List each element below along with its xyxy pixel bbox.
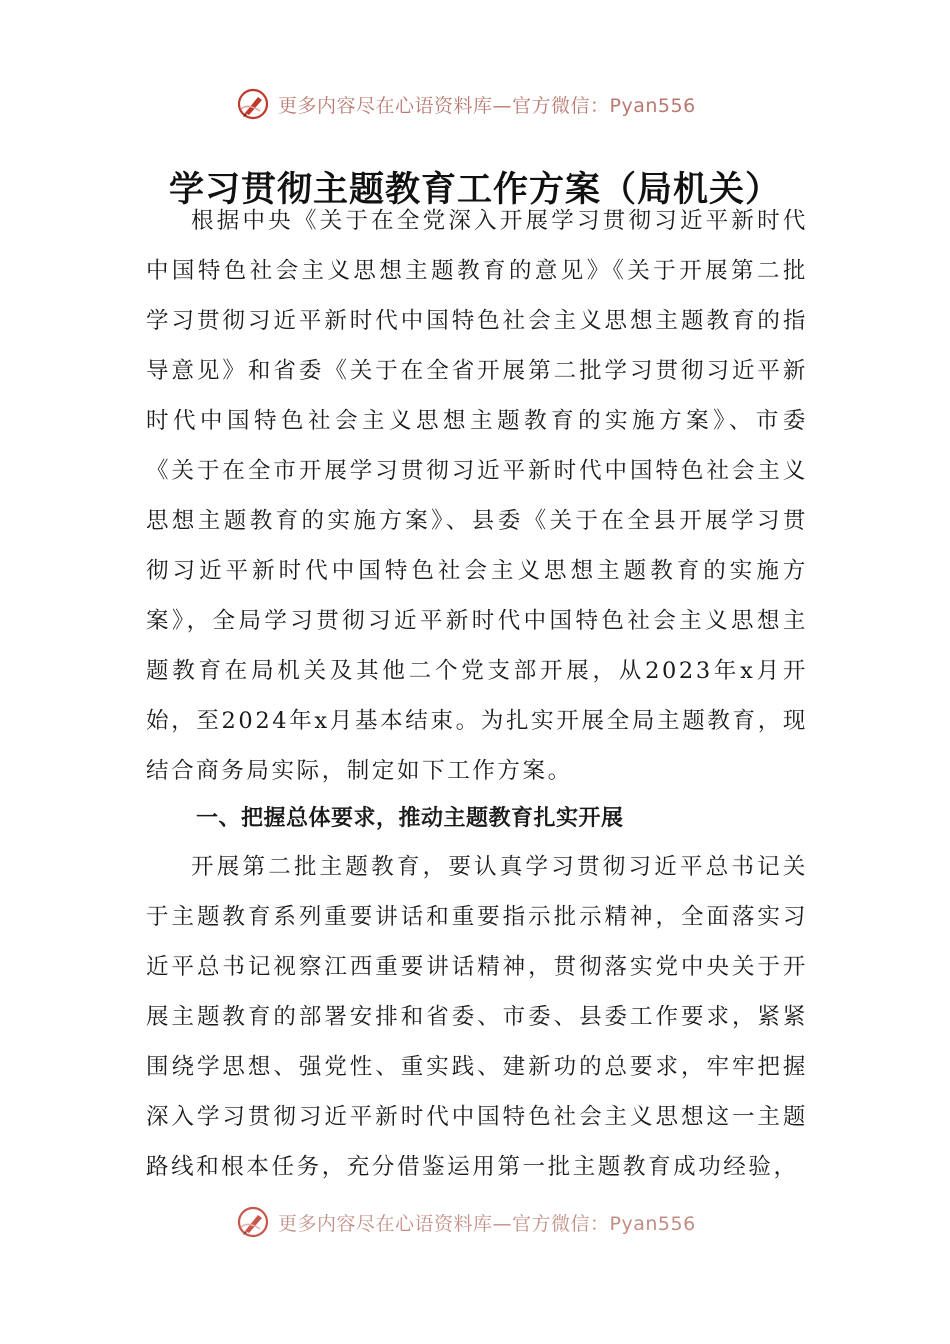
paragraph-intro: 根据中央《关于在全党深入开展学习贯彻习近平新时代中国特色社会主义思想主题教育的意见》《关于开展第二批学习贯彻习近平新时代中国特色社会主义思想主题教育的指导意见》和省委《关于在全省开展第二批学习贯彻习近平新时代中国特色社会主义思想主题教育的实施方案》、市委《关于在全市开展学习贯彻习近平新时代中国特色社会主义思想主题教育的实施方案》、县委《关于在全县开展学习贯彻习近平新时代中国特色社会主义思想主题教育的实施方案》，全局学习贯彻习近平新时代中国特色社会主义思想主题教育在局机关及其他二个党支部开展，从2023年x月开始，至2024年x月基本结束。为扎实开展全局主题教育，现结合商务局实际，制定如下工作方案。: [146, 208, 808, 784]
watermark-footer: [236, 1204, 696, 1240]
pen-circle-logo-icon: [236, 87, 270, 121]
paragraph-section-1: 开展第二批主题教育，要认真学习贯彻习近平总书记关于主题教育系列重要讲话和重要指示批示精神，全面落实习近平总书记视察江西重要讲话精神，贯彻落实党中央关于开展主题教育的部署安排和省委、市委、县委工作要求，紧紧围绕学思想、强党性、重实践、建新功的总要求，牢牢把握深入学习贯彻习近平新时代中国特色社会主义思想这一主题路线和根本任务，充分借鉴运用第一批主题教育成功经验，: [146, 854, 808, 1180]
watermark-text: 更多内容尽在心语资料库—官方微信：Pyan556: [278, 94, 696, 117]
section-heading-1: 一、把握总体要求，推动主题教育扎实开展: [196, 806, 624, 831]
pen-circle-logo-icon: [236, 1205, 270, 1239]
watermark-header: [236, 86, 696, 122]
document-title: 学习贯彻主题教育工作方案（局机关）: [168, 169, 781, 211]
watermark-text: 更多内容尽在心语资料库—官方微信：Pyan556: [278, 1212, 696, 1235]
